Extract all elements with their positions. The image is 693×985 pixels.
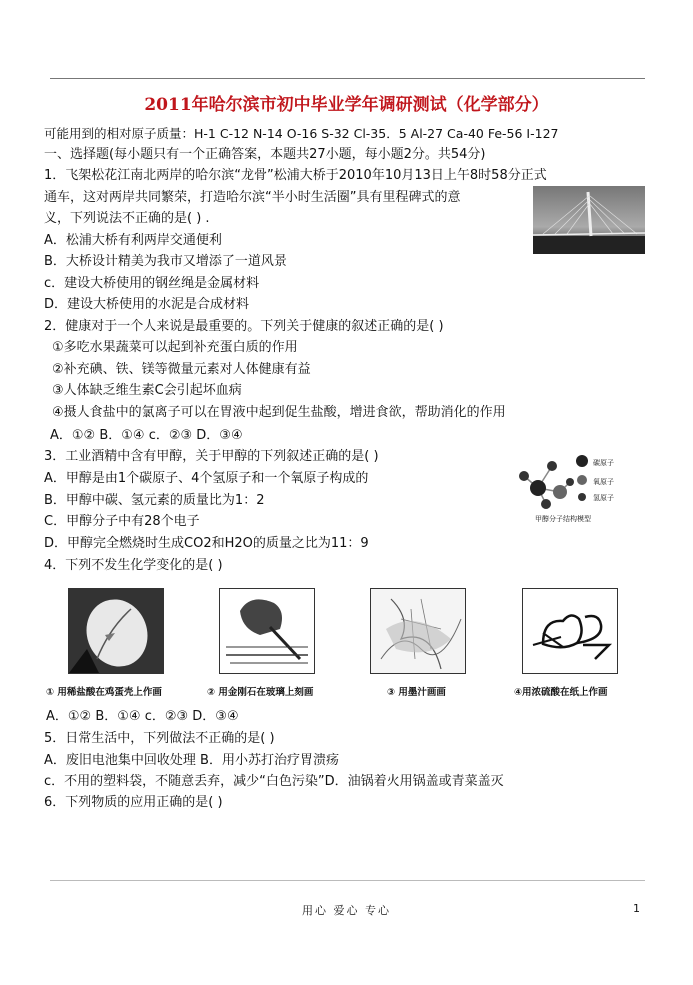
q2-stem: 2．健康对于一个人来说是最重要的。下列关于健康的叙述正确的是( ) xyxy=(44,319,444,334)
q1-option-c: c．建设大桥使用的钢丝绳是金属材料 xyxy=(44,276,260,291)
figure-ink-painting xyxy=(370,588,466,674)
q1-option-d: D．建设大桥使用的水泥是合成材料 xyxy=(44,297,250,312)
model-caption: 甲醇分子结构模型 xyxy=(535,515,591,523)
q1-stem-line2: 通车，这对两岸共同繁荣，打造哈尔滨“半小时生活圈”具有里程碑式的意 xyxy=(44,190,461,205)
q2-statement-1: ①多吃水果蔬菜可以起到补充蛋白质的作用 xyxy=(52,340,298,355)
q2-statement-3: ③人体缺乏维生素C会引起坏血病 xyxy=(52,383,242,398)
q3-option-a: A．甲醇是由1个碳原子、4个氢原子和一个氧原子构成的 xyxy=(44,471,369,486)
q5-options-ab: A．废旧电池集中回收处理 B．用小苏打治疗胃溃疡 xyxy=(44,753,339,768)
caption-2: ② 用金刚石在玻璃上刻画 xyxy=(207,687,314,698)
q5-stem: 5．日常生活中，下列做法不正确的是( ) xyxy=(44,731,275,746)
q5-options-cd: c．不用的塑料袋，不随意丢弃，减少“白色污染”D．油锅着火用锅盖或青菜盖灭 xyxy=(44,774,504,789)
q1-stem-line3: 义，下列说法不正确的是( ) . xyxy=(44,211,210,226)
atomic-masses: 可能用到的相对原子质量：H-1 C-12 N-14 O-16 S-32 Cl-35．5 Al-27 Ca-40 Fe-56 I-127 xyxy=(44,126,559,141)
section-heading: 一、选择题(每小题只有一个正确答案，本题共27小题，每小题2分。共54分) xyxy=(44,147,486,162)
q2-statement-4: ④摄人食盐中的氯离子可以在胃液中起到促生盐酸，增进食欲，帮助消化的作用 xyxy=(52,405,506,420)
bridge-photo xyxy=(533,186,645,254)
page-title: 2011年哈尔滨市初中毕业学年调研测试（化学部分） xyxy=(144,95,549,115)
q3-option-c: C．甲醇分子中有28个电子 xyxy=(44,514,200,529)
q3-stem: 3．工业酒精中含有甲醇，关于甲醇的下列叙述正确的是( ) xyxy=(44,449,379,464)
legend-hydrogen: 氢原子 xyxy=(593,494,614,502)
caption-3: ③ 用墨汁画画 xyxy=(387,687,446,698)
figure-acid-paper xyxy=(522,588,618,674)
model-legend-atoms xyxy=(574,454,594,506)
q2-statement-2: ②补充碘、铁、镁等微量元素对人体健康有益 xyxy=(52,362,311,377)
header-rule xyxy=(50,78,645,79)
q1-stem-line1: 1．飞架松花江南北两岸的哈尔滨“龙骨”松浦大桥于2010年10月13日上午8时58分正式 xyxy=(44,168,547,183)
q2-options: A．①② B．①④ c．②③ D．③④ xyxy=(50,428,243,443)
q4-stem: 4．下列不发生化学变化的是( ) xyxy=(44,558,223,573)
footer-text: 用心 爱心 专心 xyxy=(302,904,391,917)
caption-1: ① 用稀盐酸在鸡蛋壳上作画 xyxy=(46,687,162,698)
q3-option-b: B．甲醇中碳、氢元素的质量比为1：2 xyxy=(44,493,265,508)
legend-carbon: 碳原子 xyxy=(593,459,614,467)
caption-4: ④用浓硫酸在纸上作画 xyxy=(514,687,608,698)
legend-oxygen: 氧原子 xyxy=(593,478,614,486)
figure-eggshell xyxy=(68,588,164,674)
q6-stem: 6．下列物质的应用正确的是( ) xyxy=(44,795,223,810)
q1-option-b: B．大桥设计精美为我市又增添了一道风景 xyxy=(44,254,287,269)
page-number: 1 xyxy=(633,902,640,915)
q1-option-a: A．松浦大桥有利两岸交通便利 xyxy=(44,233,222,248)
footer-rule xyxy=(50,880,645,881)
q3-option-d: D．甲醇完全燃烧时生成CO2和H2O的质量之比为11：9 xyxy=(44,536,369,551)
q4-options: A．①② B．①④ c．②③ D．③④ xyxy=(46,709,239,724)
figure-diamond-glass xyxy=(219,588,315,674)
